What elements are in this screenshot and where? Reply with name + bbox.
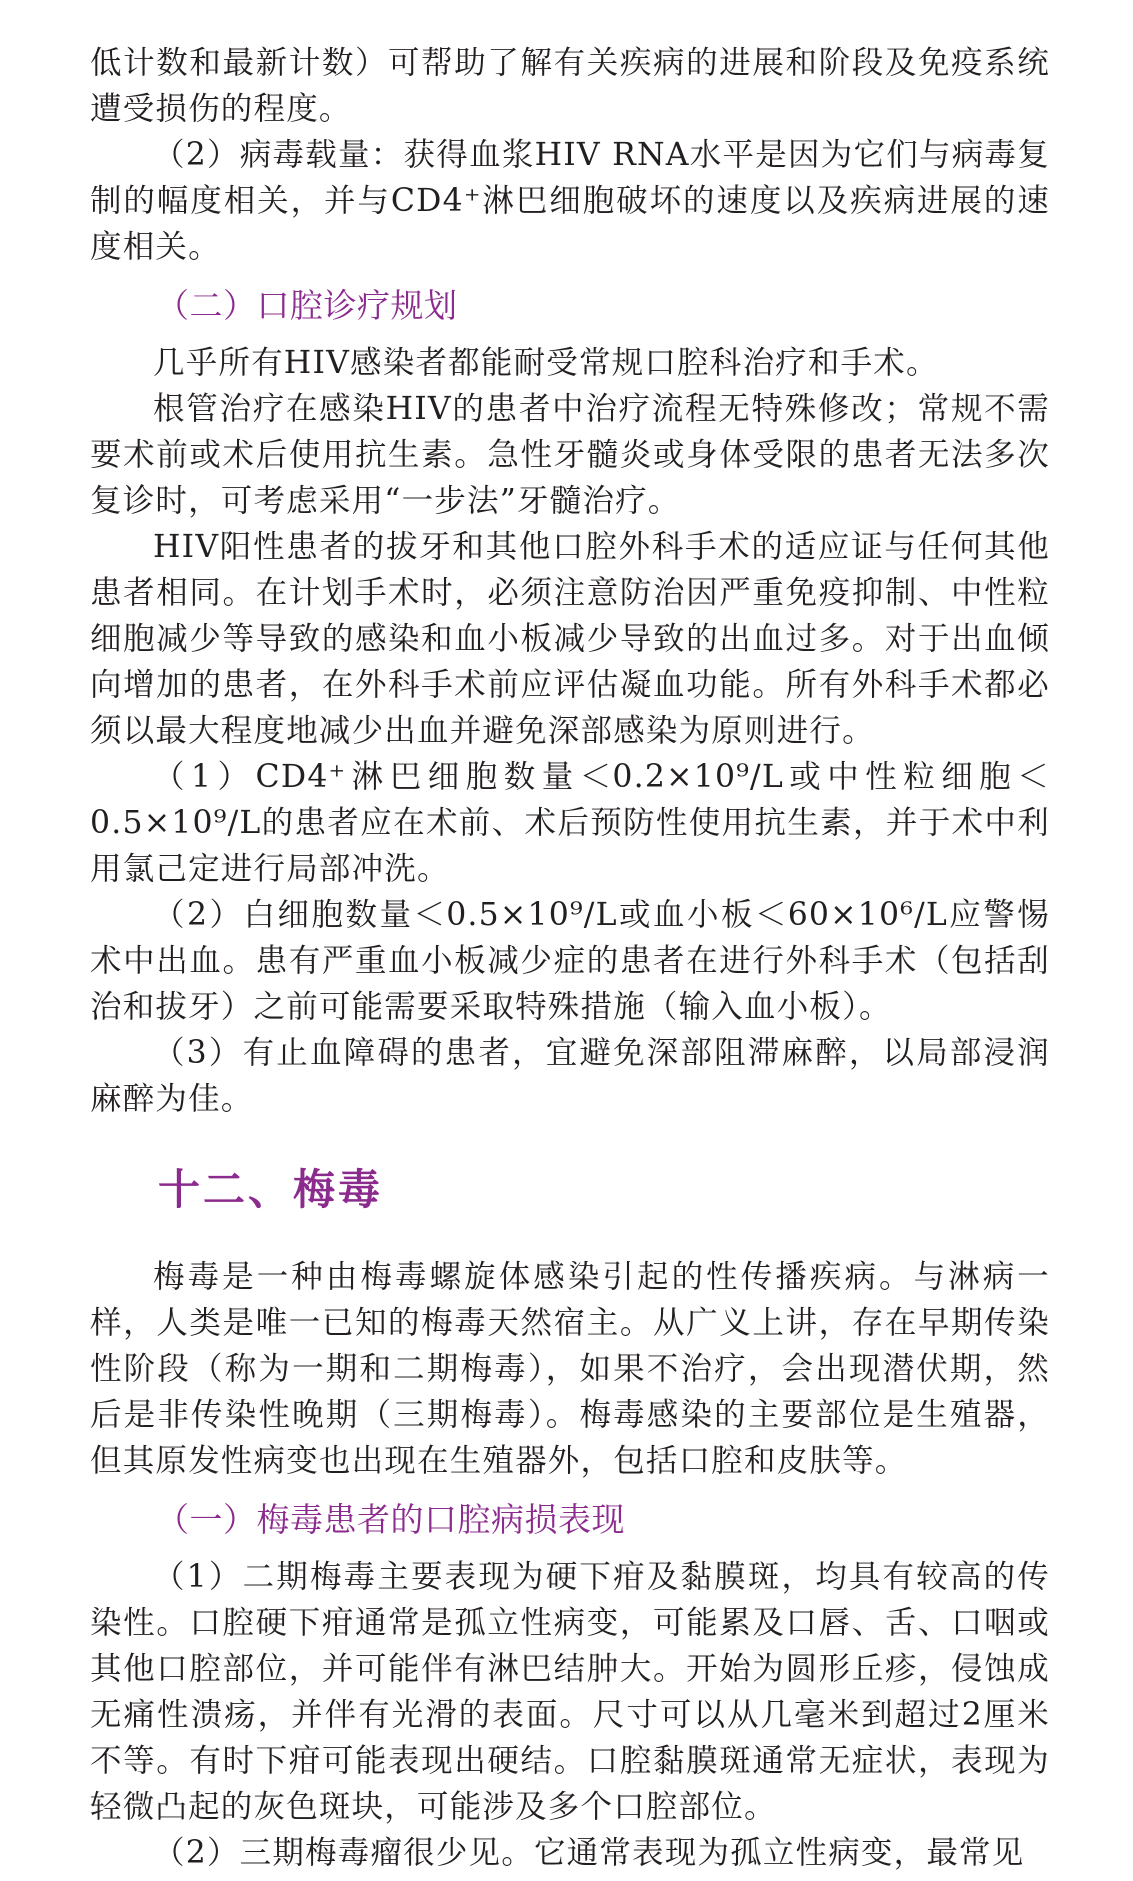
section-heading-oral-treatment-plan: （二）口腔诊疗规划: [156, 286, 458, 325]
paragraph-syphilis-intro: 梅毒是一种由梅毒螺旋体感染引起的性传播疾病。与淋病一样，人类是唯一已知的梅毒天然宿主。从广义上讲，存在早期传染性阶段（称为一期和二期梅毒），如果不治疗，会出现潜伏期，然后是非传染性晚期（三期梅毒）。梅毒感染的主要部位是生殖器，但其原发性病变也出现在生殖器外，包括口腔和皮肤等。: [90, 1259, 1050, 1479]
paragraph-viral-load: （2）病毒载量：获得血浆HIV RNA水平是因为它们与病毒复制的幅度相关，并与CD4⁺淋巴细胞破坏的速度以及疾病进展的速度相关。: [90, 137, 1050, 265]
paragraph-bleeding-risk: （2）白细胞数量＜0.5×10⁹/L或血小板＜60×10⁶/L应警惕术中出血。患有严重血小板减少症的患者在进行外科手术（包括刮治和拔牙）之前可能需要采取特殊措施（输入血小板）。: [90, 897, 1050, 1025]
paragraph-anesthesia: （3）有止血障碍的患者，宜避免深部阻滞麻醉，以局部浸润麻醉为佳。: [90, 1035, 1050, 1117]
paragraph-root-canal: 根管治疗在感染HIV的患者中治疗流程无特殊修改；常规不需要术前或术后使用抗生素。急性牙髓炎或身体受限的患者无法多次复诊时，可考虑采用“一步法”牙髓治疗。: [90, 391, 1050, 519]
paragraph-antibiotic-prophylaxis: （1）CD4⁺淋巴细胞数量＜0.2×10⁹/L或中性粒细胞＜0.5×10⁹/L的患者应在术前、术后预防性使用抗生素，并于术中利用氯己定进行局部冲洗。: [90, 759, 1050, 887]
paragraph-secondary-syphilis: （1）二期梅毒主要表现为硬下疳及黏膜斑，均具有较高的传染性。口腔硬下疳通常是孤立性病变，可能累及口唇、舌、口咽或其他口腔部位，并可能伴有淋巴结肿大。开始为圆形丘疹，侵蚀成无痛性溃疡，并伴有光滑的表面。尺寸可以从几毫米到超过2厘米不等。有时下疳可能表现出硬结。口腔黏膜斑通常无症状，表现为轻微凸起的灰色斑块，可能涉及多个口腔部位。: [90, 1559, 1050, 1825]
section-heading-oral-lesions: （一）梅毒患者的口腔病损表现: [156, 1500, 625, 1539]
document-page: [90, 40, 1050, 1876]
paragraph-tertiary-syphilis: （2）三期梅毒瘤很少见。它通常表现为孤立性病变，最常见: [153, 1835, 1025, 1871]
paragraph-routine-treatment: 几乎所有HIV感染者都能耐受常规口腔科治疗和手术。: [153, 345, 939, 381]
paragraph-cd4-count-tail: 低计数和最新计数）可帮助了解有关疾病的进展和阶段及免疫系统遭受损伤的程度。: [90, 45, 1050, 127]
chapter-heading-syphilis: 十二、梅毒: [158, 1165, 384, 1214]
paragraph-oral-surgery: HIV阳性患者的拔牙和其他口腔外科手术的适应证与任何其他患者相同。在计划手术时，必须注意防治因严重免疫抑制、中性粒细胞减少等导致的感染和血小板减少导致的出血过多。对于出血倾向增加的患者，在外科手术前应评估凝血功能。所有外科手术都必须以最大程度地减少出血并避免深部感染为原则进行。: [90, 529, 1050, 749]
